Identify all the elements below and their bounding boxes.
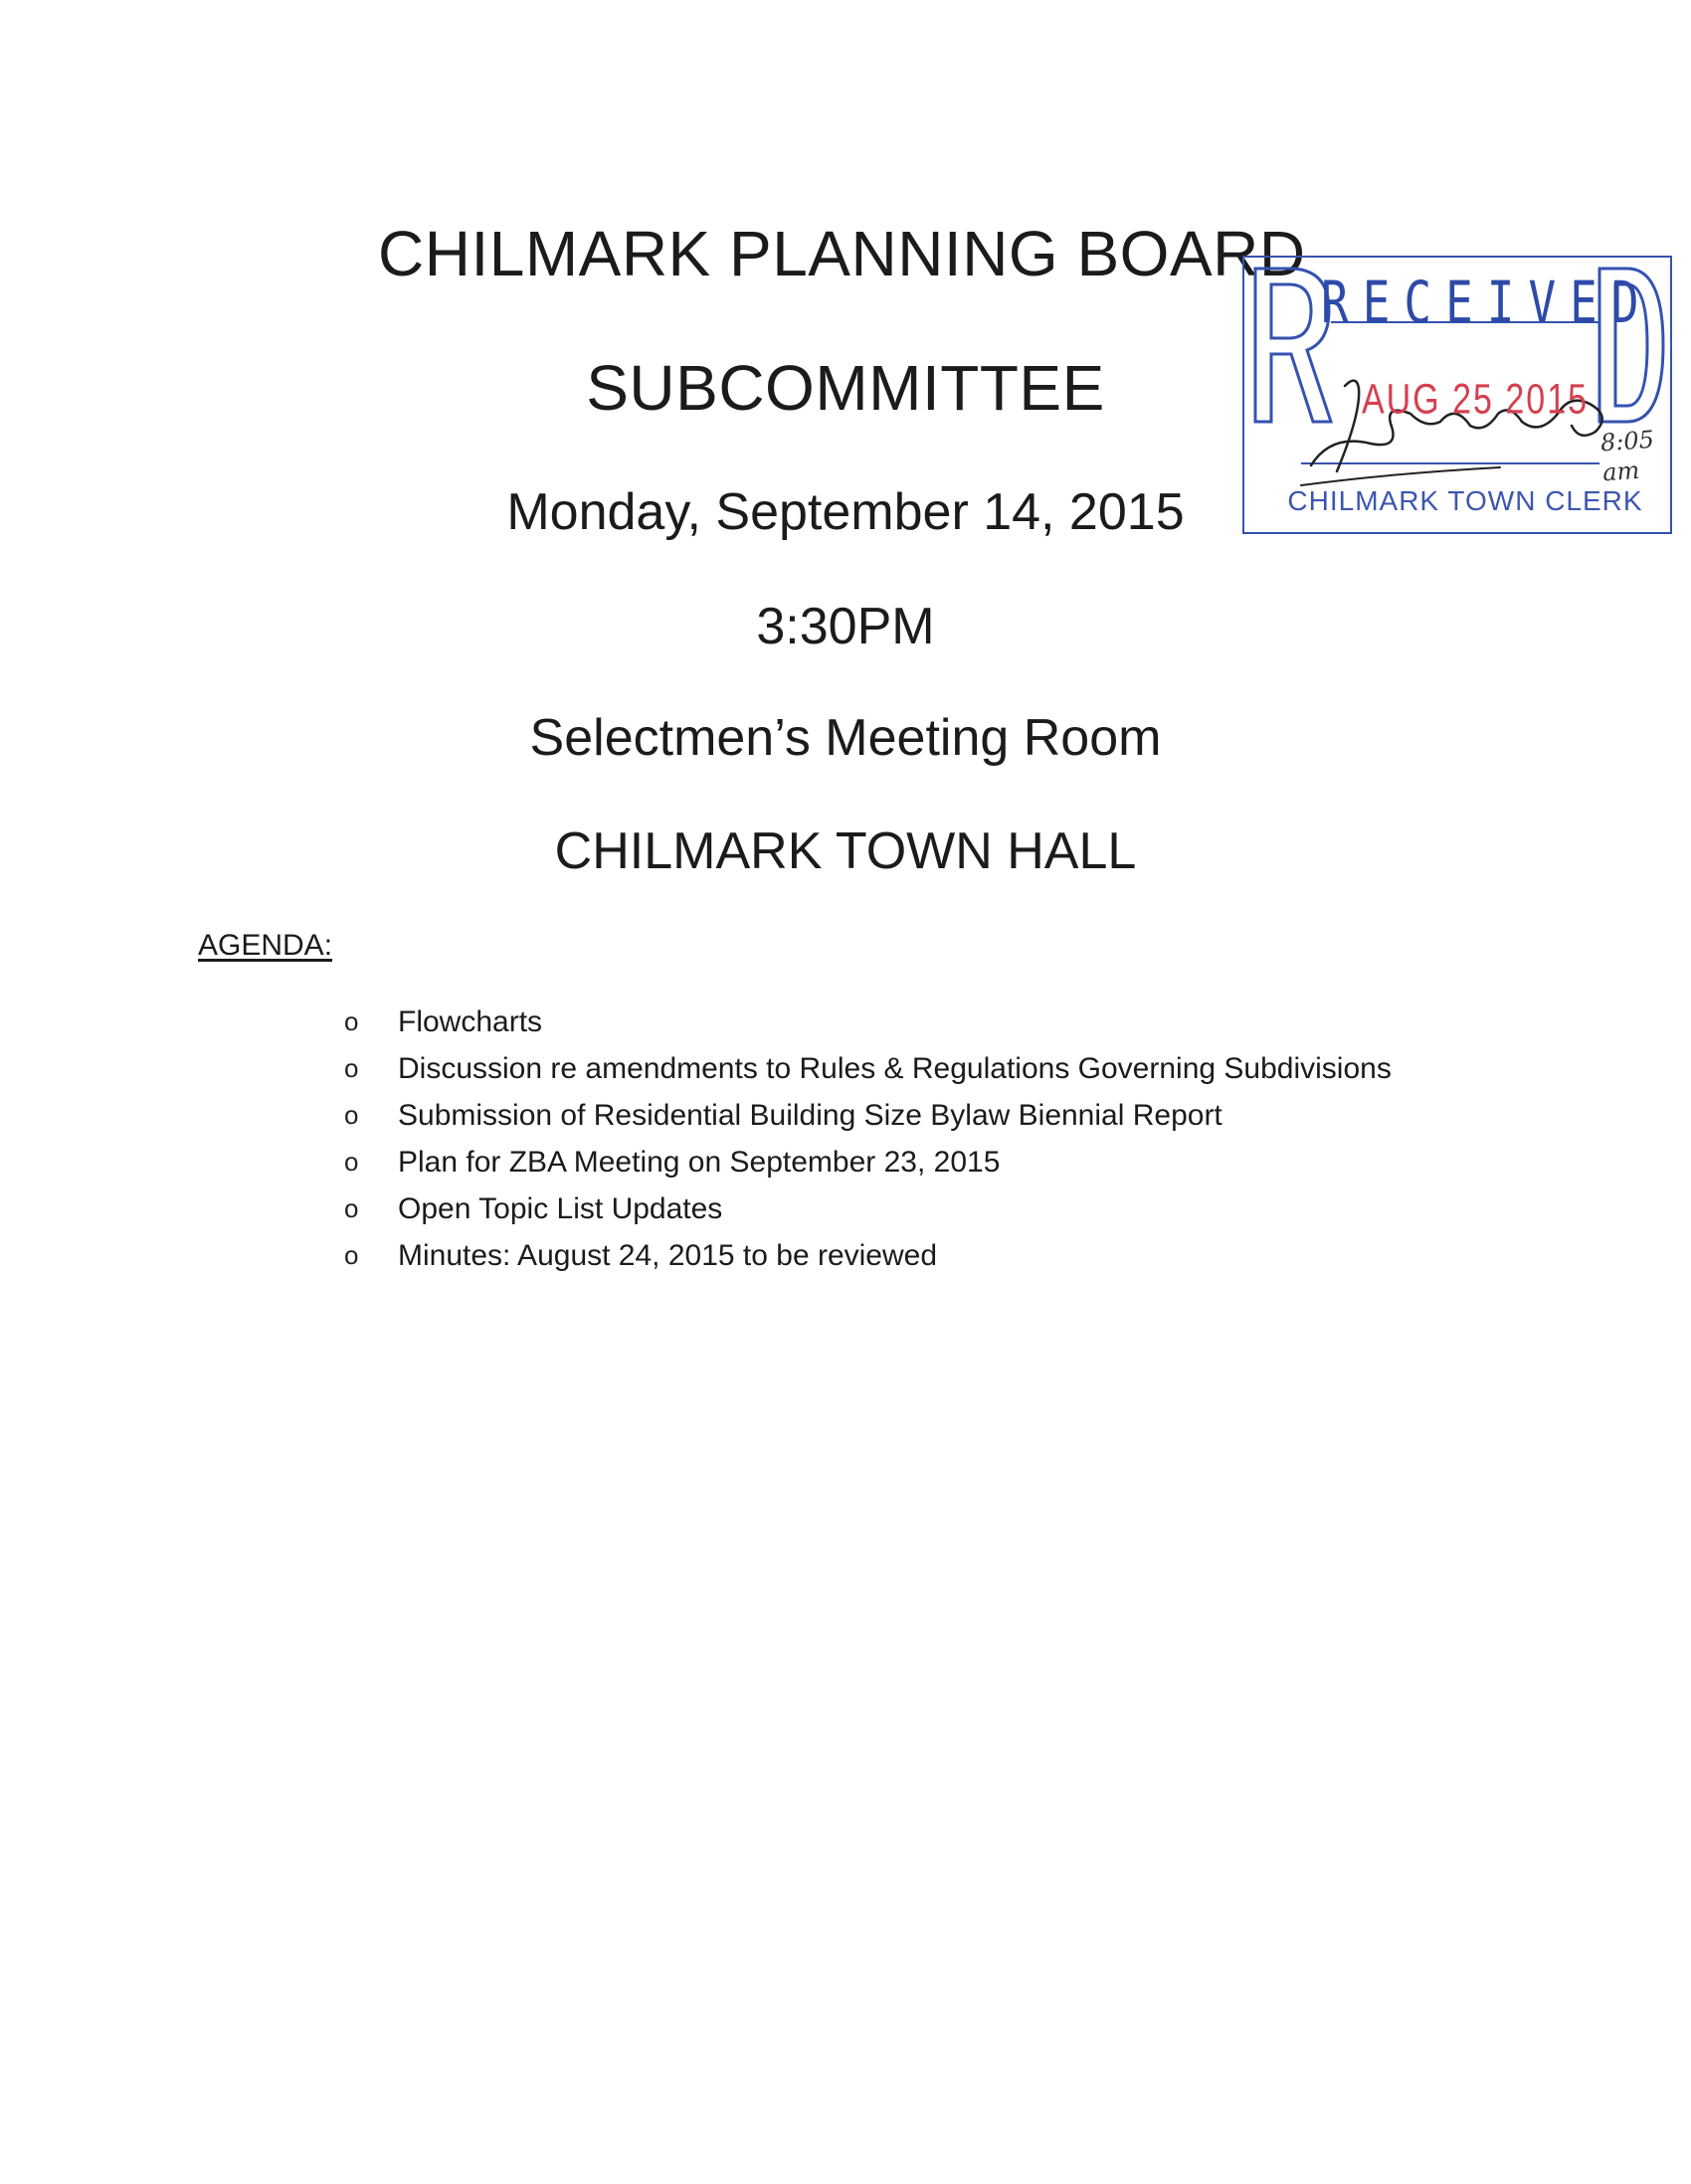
agenda-item <box>344 1092 1392 1139</box>
meeting-room: Selectmen’s Meeting Room <box>529 709 1162 767</box>
bullet-icon: o <box>344 1147 359 1177</box>
agenda-item <box>344 1185 1392 1232</box>
meeting-building: CHILMARK TOWN HALL <box>554 822 1137 880</box>
agenda-label: AGENDA: <box>198 929 333 962</box>
meeting-time: 3:30PM <box>756 598 935 655</box>
agenda-item <box>344 999 1392 1045</box>
bullet-icon: o <box>344 1053 359 1083</box>
agenda-item <box>344 1139 1392 1185</box>
stamp-date: AUG 25 2015 <box>1361 376 1590 424</box>
agenda-item <box>344 1232 1392 1279</box>
board-title: CHILMARK PLANNING BOARD <box>378 218 1306 289</box>
stamp-received-text: RECEIVED <box>1321 269 1653 336</box>
agenda-item-text: Plan for ZBA Meeting on September 23, 2015 <box>398 1146 1001 1179</box>
bullet-icon: o <box>344 1100 359 1130</box>
agenda-item <box>344 1045 1392 1092</box>
stamp-clerk: CHILMARK TOWN CLERK <box>1287 485 1643 516</box>
bullet-icon: o <box>344 1193 359 1223</box>
agenda-item-text: Flowcharts <box>398 1005 543 1038</box>
bullet-icon: o <box>344 1240 359 1270</box>
agenda-item-text: Discussion re amendments to Rules & Regulations Governing Subdivisions <box>398 1052 1392 1085</box>
bullet-icon: o <box>344 1006 359 1036</box>
agenda-item-text: Open Topic List Updates <box>398 1192 723 1225</box>
meeting-date: Monday, September 14, 2015 <box>506 483 1185 541</box>
agenda-item-text: Submission of Residential Building Size Bylaw Biennial Report <box>398 1099 1222 1132</box>
agenda-item-text: Minutes: August 24, 2015 to be reviewed <box>398 1239 938 1272</box>
stamp-handwritten-time: 8:05 am <box>1599 425 1655 487</box>
agenda-list <box>344 999 1392 1279</box>
board-subtitle: SUBCOMMITTEE <box>586 352 1105 424</box>
received-stamp <box>1241 255 1675 539</box>
